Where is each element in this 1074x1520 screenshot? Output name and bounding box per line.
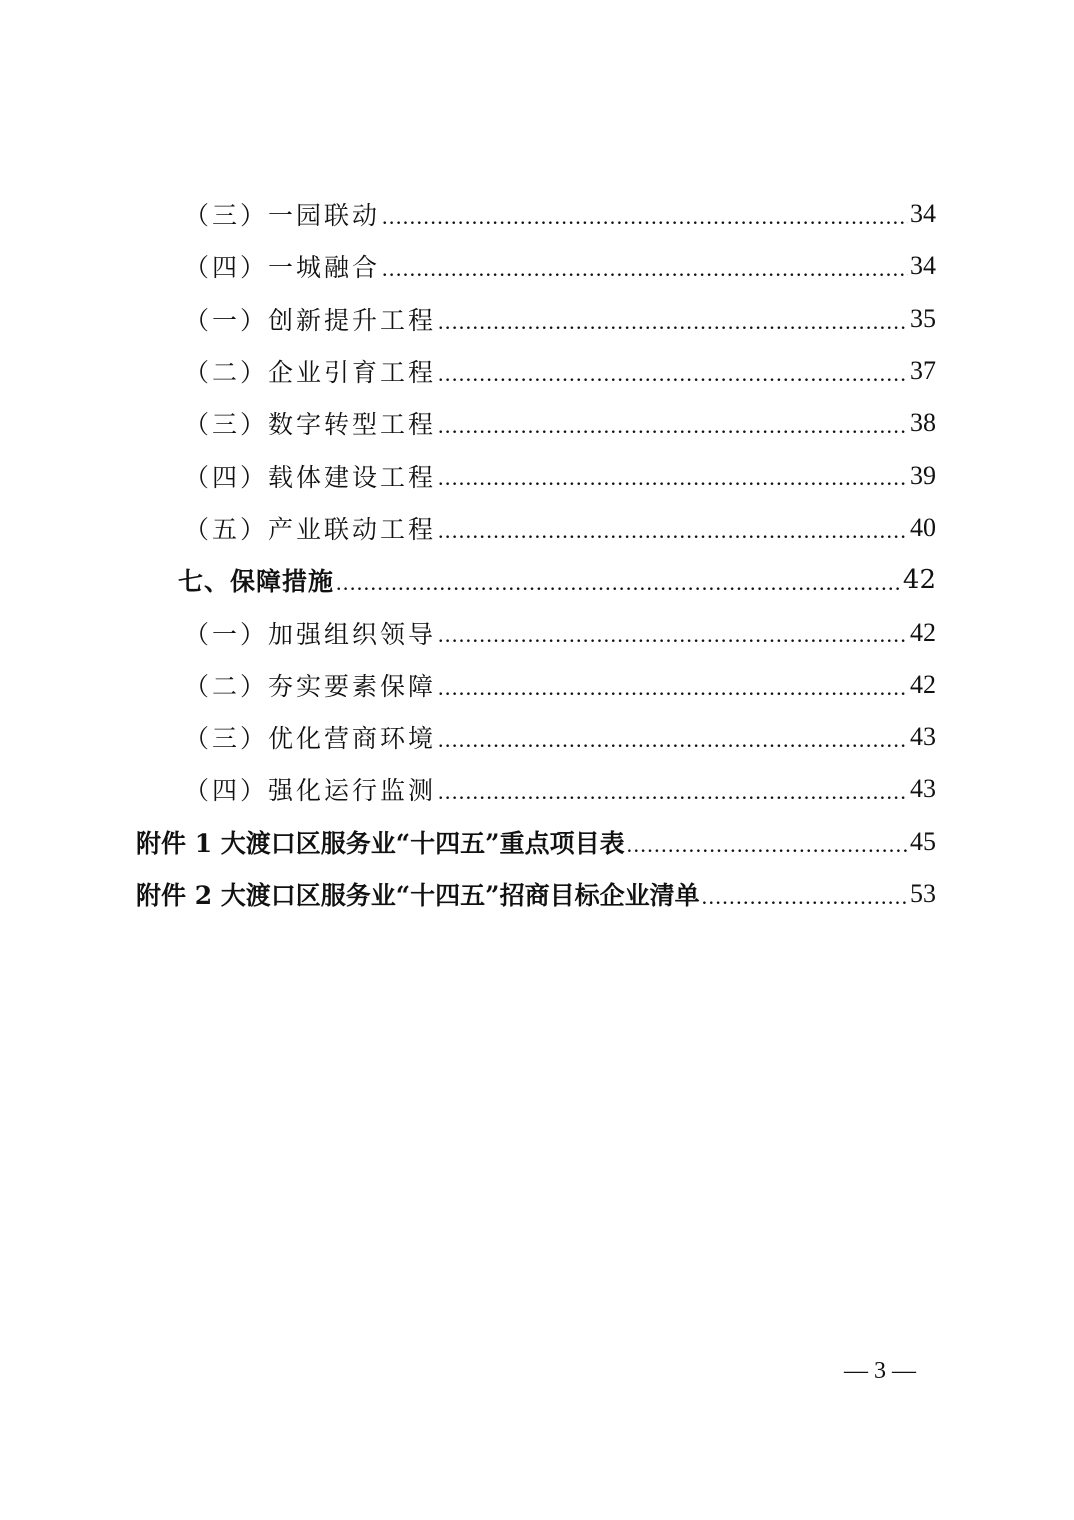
toc-appendix-entry[interactable] bbox=[0, 868, 1074, 920]
toc-entry-title: （四）强化运行监测 bbox=[184, 776, 437, 806]
toc-appendix-title: 附件 1 大渡口区服务业“十四五”重点项目表 bbox=[136, 828, 625, 858]
toc-page-number: 38 bbox=[910, 408, 936, 438]
toc-entry-title: （二）企业引育工程 bbox=[184, 358, 437, 388]
toc-entry[interactable] bbox=[0, 397, 1074, 449]
toc-entry-title: （一）加强组织领导 bbox=[184, 619, 437, 649]
toc-leader-dots bbox=[438, 465, 908, 491]
toc-page-number: 37 bbox=[910, 356, 936, 386]
toc-leader-dots bbox=[702, 884, 908, 910]
toc-leader-dots bbox=[438, 413, 908, 439]
toc-page-number: 42 bbox=[910, 617, 936, 647]
toc-page-number: 39 bbox=[910, 460, 936, 490]
toc-leader-dots bbox=[438, 727, 908, 753]
toc-leader-dots bbox=[627, 832, 908, 858]
table-of-contents bbox=[0, 188, 1074, 920]
toc-entry-title: （三）一园联动 bbox=[184, 201, 381, 231]
toc-entry[interactable] bbox=[0, 240, 1074, 292]
toc-page-number: 43 bbox=[910, 722, 936, 752]
toc-chapter-title: 七、保障措施 bbox=[178, 567, 335, 597]
toc-entry-title: （三）优化营商环境 bbox=[184, 724, 437, 754]
toc-entry-title: （四）载体建设工程 bbox=[184, 462, 437, 492]
toc-entry[interactable] bbox=[0, 763, 1074, 815]
toc-page-number: 43 bbox=[910, 774, 936, 804]
toc-page-number: 34 bbox=[910, 251, 936, 281]
toc-leader-dots bbox=[438, 622, 908, 648]
toc-appendix-title: 附件 2 大渡口区服务业“十四五”招商目标企业清单 bbox=[136, 881, 700, 910]
toc-entry[interactable] bbox=[0, 188, 1074, 240]
toc-page-number: 45 bbox=[910, 826, 936, 856]
toc-leader-dots bbox=[382, 256, 908, 282]
toc-page-number: 35 bbox=[910, 303, 936, 333]
toc-entry[interactable] bbox=[0, 659, 1074, 711]
toc-entry-title: （五）产业联动工程 bbox=[184, 514, 437, 544]
toc-appendix-entry[interactable] bbox=[0, 816, 1074, 868]
page-number-footer: — 3 — bbox=[844, 1358, 916, 1384]
toc-page-number: 42 bbox=[902, 565, 936, 596]
toc-entry[interactable] bbox=[0, 293, 1074, 345]
toc-leader-dots bbox=[438, 779, 908, 805]
toc-leader-dots bbox=[438, 309, 908, 335]
toc-page-number: 42 bbox=[910, 669, 936, 699]
toc-page-number: 53 bbox=[910, 879, 936, 908]
toc-entry-title: （三）数字转型工程 bbox=[184, 410, 437, 440]
toc-entry[interactable] bbox=[0, 345, 1074, 397]
toc-entry-title: （一）创新提升工程 bbox=[184, 305, 437, 335]
toc-entry-title: （四）一城融合 bbox=[184, 253, 381, 283]
toc-page-number: 40 bbox=[910, 512, 936, 542]
toc-leader-dots bbox=[438, 675, 908, 701]
toc-leader-dots bbox=[438, 518, 908, 544]
toc-entry[interactable] bbox=[0, 449, 1074, 501]
toc-entry[interactable] bbox=[0, 606, 1074, 658]
toc-chapter-entry[interactable] bbox=[0, 554, 1074, 606]
toc-entry-title: （二）夯实要素保障 bbox=[184, 671, 437, 701]
toc-leader-dots bbox=[438, 361, 908, 387]
toc-page-number: 34 bbox=[910, 199, 936, 229]
toc-leader-dots bbox=[336, 570, 901, 596]
toc-entry[interactable] bbox=[0, 502, 1074, 554]
toc-leader-dots bbox=[382, 204, 908, 230]
toc-entry[interactable] bbox=[0, 711, 1074, 763]
